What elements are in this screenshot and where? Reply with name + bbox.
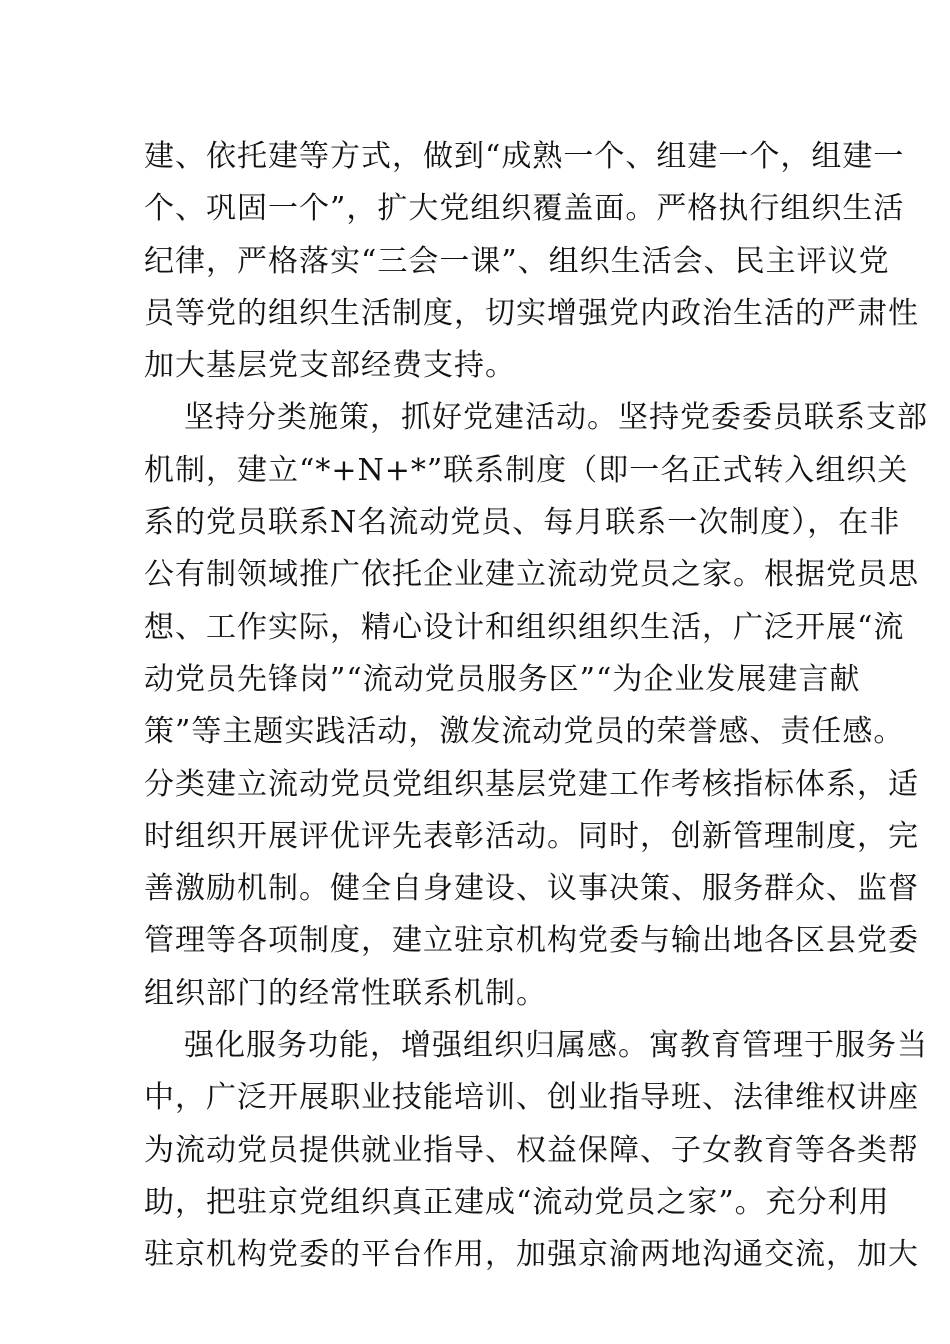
document-body xyxy=(144,131,928,1282)
paragraph-2-line-12: 组织部门的经常性联系机制。 xyxy=(144,975,547,1011)
paragraph-2-line-3: 系的党员联系N名流动党员、每月联系一次制度），在非 xyxy=(144,505,901,541)
paragraph-2-line-9: 时组织开展评优评先表彰活动。同时，创新管理制度，完 xyxy=(144,818,919,854)
paragraph-1-line-4: 员等党的组织生活制度，切实增强党内政治生活的严肃性 xyxy=(144,295,919,331)
paragraph-1-line-2: 个、巩固一个”，扩大党组织覆盖面。严格执行组织生活 xyxy=(144,191,905,227)
paragraph-1-line-5: 加大基层党支部经费支持。 xyxy=(144,348,516,384)
paragraph-2-line-1: 坚持分类施策，抓好党建活动。坚持党委委员联系支部 xyxy=(184,400,928,436)
paragraph-2-line-10: 善激励机制。健全自身建设、议事决策、服务群众、监督 xyxy=(144,871,919,907)
paragraph-3-line-1: 强化服务功能，增强组织归属感。寓教育管理于服务当 xyxy=(184,1028,928,1064)
paragraph-1-line-3: 纪律，严格落实“三会一课”、组织生活会、民主评议党 xyxy=(144,243,890,279)
paragraph-2-line-7: 策”等主题实践活动，激发流动党员的荣誉感、责任感。 xyxy=(144,714,905,750)
paragraph-2-line-11: 管理等各项制度，建立驻京机构党委与输出地各区县党委 xyxy=(144,923,919,959)
paragraph-1-line-1: 建、依托建等方式，做到“成熟一个、组建一个，组建一 xyxy=(144,139,905,174)
paragraph-3-line-5: 驻京机构党委的平台作用，加强京渝两地沟通交流，加大 xyxy=(144,1237,919,1273)
paragraph-2-line-2: 机制，建立“*+N+*”联系制度（即一名正式转入组织关 xyxy=(144,452,909,488)
paragraph-2-line-8: 分类建立流动党员党组织基层党建工作考核指标体系，适 xyxy=(144,766,919,802)
paragraph-3-line-4: 助，把驻京党组织真正建成“流动党员之家”。充分利用 xyxy=(144,1184,890,1220)
paragraph-2-line-4: 公有制领域推广依托企业建立流动党员之家。根据党员思 xyxy=(144,557,919,593)
paragraph-2-line-5: 想、工作实际，精心设计和组织组织生活，广泛开展“流 xyxy=(144,609,905,645)
paragraph-2-line-6: 动党员先锋岗”“流动党员服务区”“为企业发展建言献 xyxy=(144,661,861,697)
paragraph-3-line-3: 为流动党员提供就业指导、权益保障、子女教育等各类帮 xyxy=(144,1132,919,1168)
paragraph-3-line-2: 中，广泛开展职业技能培训、创业指导班、法律维权讲座 xyxy=(144,1080,919,1116)
